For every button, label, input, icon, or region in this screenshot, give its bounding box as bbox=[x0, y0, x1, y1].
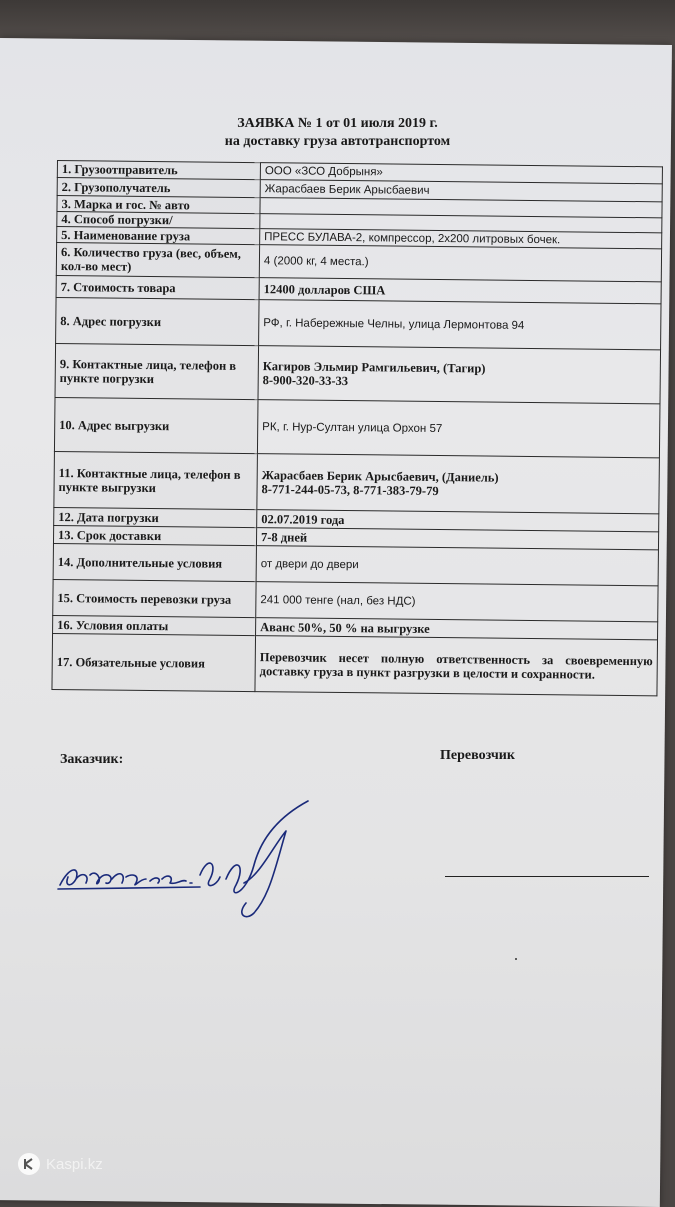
row-value: 7-8 дней bbox=[256, 528, 658, 550]
row-value: ПРЕСС БУЛАВА-2, компрессор, 2х200 литровых бочек. bbox=[260, 229, 662, 249]
kaspi-brand-text: Kaspi.kz bbox=[46, 1155, 103, 1173]
row-label: 7. Стоимость товара bbox=[56, 275, 259, 299]
row-value: Жарасбаев Берик Арысбаевич, (Даниель) 8-771-244-05-73, 8-771-383-79-79 bbox=[257, 454, 660, 514]
row-label: 17. Обязательные условия bbox=[52, 633, 256, 691]
row-label: 13. Срок доставки bbox=[53, 525, 256, 545]
row-value: Аванс 50%, 50 % на выгрузке bbox=[256, 618, 658, 640]
carrier-signature-line bbox=[445, 876, 649, 877]
document-title: ЗАЯВКА № 1 от 01 июля 2019 г. bbox=[237, 116, 438, 131]
row-value: РК, г. Нур-Султан улица Орхон 57 bbox=[257, 400, 660, 458]
row-label: 1. Грузоотправитель bbox=[57, 161, 260, 180]
row-label: 16. Условия оплаты bbox=[53, 615, 256, 635]
row-value: от двери до двери bbox=[256, 546, 658, 586]
row-value: Жарасбаев Берик Арысбаевич bbox=[260, 180, 662, 202]
kaspi-logo-icon bbox=[18, 1153, 40, 1175]
row-value: 12400 долларов США bbox=[259, 278, 661, 304]
row-label: 3. Марка и гос. № авто bbox=[57, 196, 260, 214]
row-label: 5. Наименование груза bbox=[57, 227, 260, 245]
row-label: 12. Дата погрузки bbox=[54, 507, 257, 527]
row-label: 10. Адрес выгрузки bbox=[54, 397, 258, 453]
row-label: 8. Адрес погрузки bbox=[56, 297, 259, 345]
row-label: 11. Контактные лица, телефон в пункте выгрузки bbox=[54, 451, 258, 509]
table-row bbox=[55, 343, 661, 403]
row-value: 4 (2000 кг, 4 места.) bbox=[259, 245, 661, 282]
carrier-label: Перевозчик bbox=[440, 748, 515, 763]
row-label: 9. Контактные лица, телефон в пункте погрузки bbox=[55, 343, 259, 399]
row-value: Перевозчик несет полную ответственность за своевременную доставку груза в пункт разгрузки в целости и сохранности. bbox=[255, 636, 658, 696]
kaspi-watermark bbox=[18, 1153, 103, 1175]
row-label: 4. Способ погрузки/ bbox=[57, 212, 260, 229]
row-value: 241 000 тенге (нал, без НДС) bbox=[256, 582, 658, 622]
request-form-table bbox=[51, 160, 663, 696]
paper-speck bbox=[515, 958, 517, 960]
customer-signature bbox=[50, 795, 330, 935]
table-row bbox=[52, 633, 658, 695]
row-label: 6. Количество груза (вес, объем, кол-во мест) bbox=[56, 243, 259, 278]
row-label: 2. Грузополучатель bbox=[57, 178, 260, 198]
row-value: Кагиров Эльмир Рамгильевич, (Тагир) 8-900-320-33-33 bbox=[258, 346, 661, 404]
row-value: 02.07.2019 года bbox=[257, 510, 659, 532]
row-value: РФ, г. Набережные Челны, улица Лермонтова 94 bbox=[259, 300, 661, 350]
table-row bbox=[54, 397, 660, 457]
row-label: 14. Дополнительные условия bbox=[53, 543, 256, 581]
customer-label: Заказчик: bbox=[60, 752, 124, 767]
row-label: 15. Стоимость перевозки груза bbox=[53, 579, 256, 617]
document-subtitle: на доставку груза автотранспортом bbox=[224, 134, 451, 149]
table-row bbox=[54, 451, 660, 513]
row-value: ООО «ЗСО Добрыня» bbox=[260, 163, 662, 184]
table-row bbox=[56, 297, 661, 349]
